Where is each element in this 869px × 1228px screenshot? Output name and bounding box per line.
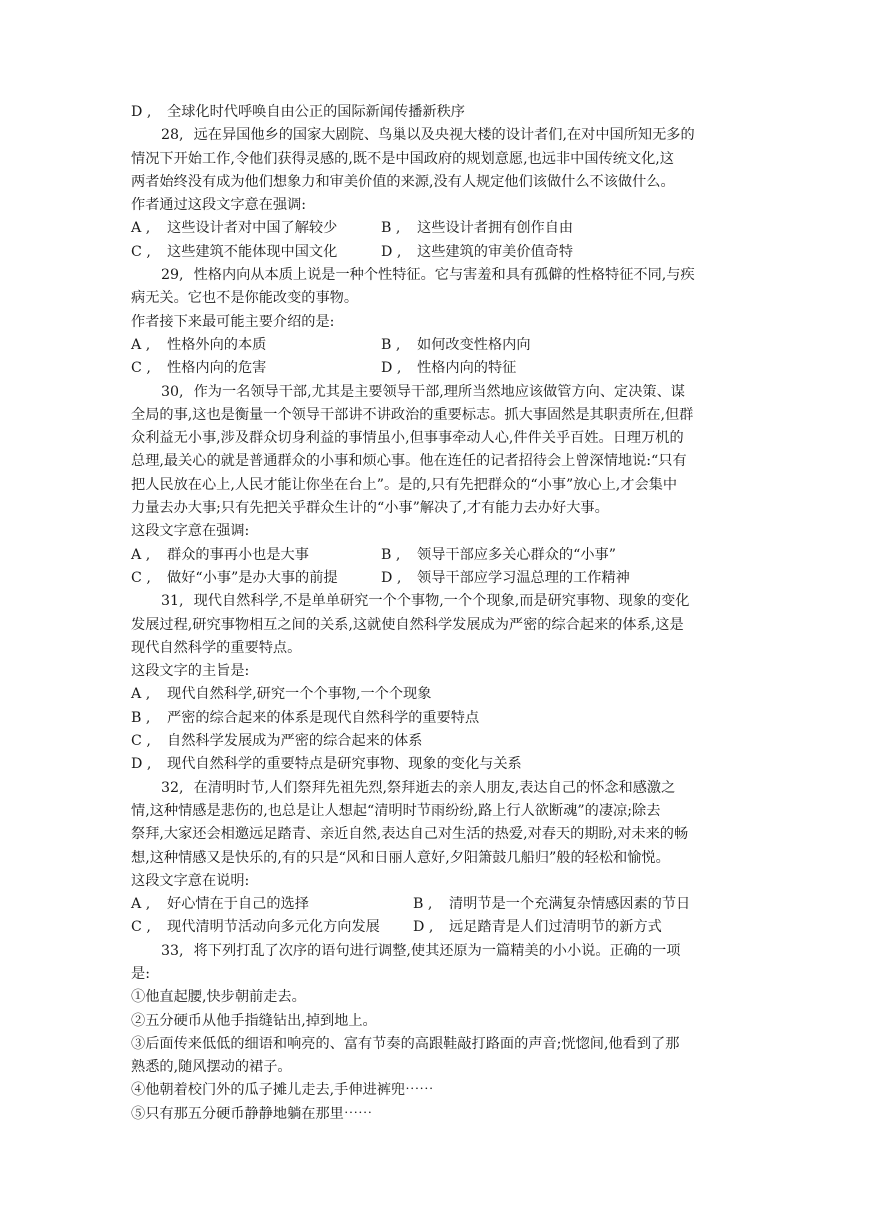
question-line: 总理,最关心的就是普通群众的小事和烦心事。他在连任的记者招待会上曾深情地说:“只有 [131,453,687,470]
option-b: B , 这些设计者拥有创作自由 [381,220,574,237]
option-d: D , 远足踏青是人们过清明节的新方式 [413,919,662,936]
question-prompt: 作者通过这段文字意在强调: [131,197,307,214]
option-c: C , 自然科学发展成为严密的综合起来的体系 [131,733,423,750]
option-d: D , 这些建筑的审美价值奇特 [381,243,574,260]
question-number: 30, [161,383,184,400]
question-line: 28, 远在异国他乡的国家大剧院、鸟巢以及央视大楼的设计者们,在对中国所知无多的 [161,127,695,144]
question-32 [131,777,743,940]
question-line: 是: [131,965,150,982]
sentence-item: ②五分硬币从他手指缝钻出,掉到地上。 [131,1012,377,1029]
question-line: 病无关。它也不是你能改变的事物。 [131,290,359,307]
option-b: B , 领导干部应多关心群众的“小事” [381,546,616,563]
sentence-item: ③后面传来低低的细语和响亮的、富有节奏的高跟鞋敲打路面的声音;恍惚间,他看到了那 [131,1035,680,1052]
question-29 [131,264,743,380]
option-c: C , 现代清明节活动向多元化方向发展 [131,919,380,936]
question-line: 众利益无小事,涉及群众切身利益的事情虽小,但事事牵动人心,件件关乎百姓。日理万机的 [131,430,684,447]
question-line: 32, 在清明时节,人们祭拜先祖先烈,祭拜逝去的亲人朋友,表达自己的怀念和感激之 [161,779,676,796]
option-a: A , 性格外向的本质 [131,336,267,353]
option-row [131,916,743,939]
question-line: 发展过程,研究事物相互之间的关系,这就使自然科学发展成为严密的综合起来的体系,这是 [131,616,684,633]
sentence-item: 熟悉的,随风摆动的裙子。 [131,1059,292,1076]
option-c: C , 这些建筑不能体现中国文化 [131,243,338,260]
option-d: D , 现代自然科学的重要特点是研究事物、现象的变化与关系 [131,756,522,773]
option-a: A , 群众的事再小也是大事 [131,546,309,563]
question-line: 情,这种情感是悲伤的,也总是让人想起“清明时节雨纷纷,路上行人欲断魂”的凄凉;除去 [131,802,661,819]
question-line: 想,这种情感又是快乐的,有的只是“风和日丽人意好,夕阳箫鼓几船归”般的轻松和愉悦。 [131,849,670,866]
question-line: 现代自然科学的重要特点。 [131,639,302,656]
option-c: C , 做好“小事”是办大事的前提 [131,569,338,586]
option-d: D , 领导干部应学习温总理的工作精神 [381,569,630,586]
option-c: C , 性格内向的危害 [131,360,267,377]
question-prompt: 这段文字意在说明: [131,872,250,889]
option-a: A , 这些设计者对中国了解较少 [131,220,338,237]
question-line: 情况下开始工作,令他们获得灵感的,既不是中国政府的规划意愿,也远非中国传统文化,这 [131,150,674,167]
option-row [131,217,743,240]
question-line: 30, 作为一名领导干部,尤其是主要领导干部,理所当然地应该做管方向、定决策、谋 [161,383,685,400]
option-text: 全球化时代呼唤自由公正的国际新闻传播新秩序 [167,104,465,120]
question-number: 31, [161,593,184,610]
question-30 [131,381,743,591]
question-31 [131,590,743,776]
option-b: B , 严密的综合起来的体系是现代自然科学的重要特点 [131,709,480,726]
option-row [131,357,743,380]
option-row [131,334,743,357]
question-line: 全局的事,这也是衡量一个领导干部讲不讲政治的重要标志。抓大事固然是其职责所在,但群 [131,406,694,423]
question-number: 32, [161,779,184,796]
question-line: 把人民放在心上,人民才能让你坐在台上”。是的,只有先把群众的“小事”放心上,才会集中 [131,476,678,493]
option-row [131,567,743,590]
option-a: A , 现代自然科学,研究一个个事物,一个个现象 [131,686,432,703]
question-28 [131,124,743,264]
exam-page [131,101,743,1126]
option-a: A , 好心情在于自己的选择 [131,896,309,913]
question-line: 祭拜,大家还会相邀远足踏青、亲近自然,表达自己对生活的热爱,对春天的期盼,对未来的畅 [131,826,689,843]
option-letter: D , [131,104,152,120]
question-line: 33, 将下列打乱了次序的语句进行调整,使其还原为一篇精美的小小说。正确的一项 [161,942,681,959]
question-number: 29, [161,267,184,284]
question-line: 力量去办大事;只有先把关乎群众生计的“小事”解决了,才有能力去办好大事。 [131,500,609,517]
sentence-item: ⑤只有那五分硬币静静地躺在那里⋯⋯ [131,1105,373,1122]
question-line: 31, 现代自然科学,不是单单研究一个个事物,一个个现象,而是研究事物、现象的变化 [161,593,690,610]
question-prompt: 这段文字的主旨是: [131,663,250,680]
sentence-item: ①他直起腰,快步朝前走去。 [131,989,306,1006]
sentence-item: ④他朝着校门外的瓜子摊儿走去,手伸进裤兜⋯⋯ [131,1082,434,1099]
question-number: 33, [161,942,184,959]
question-line: 两者始终没有成为他们想象力和审美价值的来源,没有人规定他们该做什么不该做什么。 [131,173,675,190]
question-number: 28, [161,127,184,144]
question-prompt: 作者接下来最可能主要介绍的是: [131,313,335,330]
option-row [131,893,743,916]
option-d: D , 性格内向的特征 [381,360,517,377]
question-33 [131,940,743,1126]
question-prompt: 这段文字意在强调: [131,523,250,540]
option-b: B , 如何改变性格内向 [381,336,531,353]
option-b: B , 清明节是一个充满复杂情感因素的节日 [413,896,691,913]
question-line: 29, 性格内向从本质上说是一种个性特征。它与害羞和具有孤僻的性格特征不同,与疾 [161,267,695,284]
option-row [131,241,743,264]
top-option-d [131,101,743,124]
option-row [131,544,743,567]
